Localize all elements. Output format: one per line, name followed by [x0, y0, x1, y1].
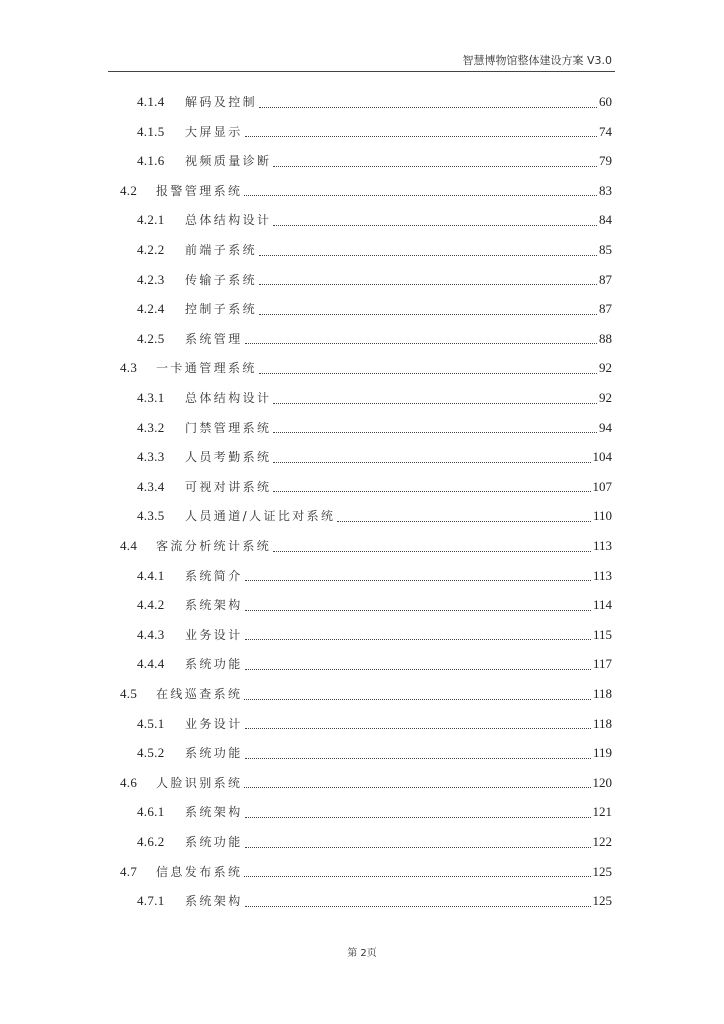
toc-section-title: 大屏显示 [185, 124, 243, 139]
toc-page-number: 125 [592, 863, 612, 879]
toc-section-title: 在线巡查系统 [156, 687, 243, 701]
toc-section-number: 4.7 [120, 863, 138, 879]
toc-section-title: 可视对讲系统 [185, 479, 272, 494]
toc-entry[interactable] [137, 713, 612, 735]
toc-section-number: 4.1.5 [137, 123, 165, 139]
toc-section-number: 4.6 [120, 774, 138, 790]
toc-dot-leader [245, 580, 591, 581]
toc-dot-leader [259, 107, 597, 108]
toc-page-number: 119 [592, 745, 612, 761]
toc-section-number: 4.3 [120, 360, 138, 376]
toc-section-title: 人员通道/人证比对系统 [185, 509, 336, 524]
toc-page-number: 121 [592, 804, 612, 820]
toc-dot-leader [245, 343, 597, 344]
toc-section-title: 人脸识别系统 [156, 775, 243, 790]
toc-dot-leader [259, 284, 597, 285]
toc-section-title: 系统功能 [185, 746, 243, 761]
header-divider [108, 71, 615, 72]
toc-section-title: 总体结构设计 [185, 213, 272, 228]
toc-dot-leader [259, 255, 597, 256]
toc-entry[interactable] [137, 239, 612, 261]
running-header: 智慧博物馆整体建设方案 V3.0 [462, 54, 612, 67]
toc-entry[interactable] [137, 298, 612, 320]
toc-section-number: 4.3.2 [137, 419, 165, 435]
toc-entry[interactable] [137, 742, 612, 764]
toc-section-number: 4.4.1 [137, 567, 165, 583]
toc-section-title: 系统管理 [185, 331, 243, 346]
toc-entry[interactable] [137, 328, 612, 350]
toc-page-number: 114 [592, 597, 612, 613]
toc-page-number: 118 [592, 715, 612, 731]
toc-section-number: 4.4 [120, 538, 138, 553]
toc-page-number: 115 [592, 626, 612, 642]
toc-section-number: 4.4.3 [137, 626, 165, 642]
toc-section-number: 4.2.4 [137, 301, 165, 317]
toc-dot-leader [273, 432, 597, 433]
toc-section-title: 总体结构设计 [185, 391, 272, 405]
toc-page-number: 94 [599, 419, 612, 435]
toc-section-number: 4.2.2 [137, 242, 165, 257]
toc-section-title: 系统架构 [185, 894, 243, 909]
toc-section-number: 4.2 [120, 182, 138, 198]
toc-section-number: 4.1.6 [137, 153, 165, 169]
toc-dot-leader [245, 639, 591, 640]
toc-dot-leader [273, 166, 597, 167]
toc-dot-leader [244, 699, 591, 700]
toc-section-title: 系统功能 [185, 835, 243, 849]
toc-page-number: 79 [599, 153, 612, 169]
toc-entry[interactable] [137, 91, 612, 113]
toc-entry[interactable] [120, 180, 612, 202]
toc-page-number: 87 [599, 301, 612, 317]
toc-page-number: 118 [592, 686, 612, 701]
toc-page-number: 92 [599, 390, 612, 405]
toc-entry[interactable] [137, 209, 612, 231]
toc-entry[interactable] [137, 121, 612, 143]
toc-page-number: 85 [599, 242, 612, 257]
toc-entry[interactable] [137, 565, 612, 587]
toc-entry[interactable] [120, 683, 612, 705]
toc-entry[interactable] [137, 387, 612, 409]
toc-section-number: 4.3.3 [137, 449, 165, 465]
toc-dot-leader [259, 314, 597, 315]
toc-section-number: 4.3.1 [137, 390, 165, 405]
toc-dot-leader [245, 906, 591, 907]
toc-section-title: 人员考勤系统 [185, 450, 272, 465]
toc-section-title: 系统功能 [185, 657, 243, 672]
toc-section-title: 门禁管理系统 [185, 420, 272, 435]
toc-page-number: 110 [592, 508, 612, 524]
toc-section-title: 前端子系统 [185, 243, 258, 257]
toc-section-number: 4.6.2 [137, 834, 165, 849]
toc-entry[interactable] [120, 357, 612, 379]
toc-page-number: 117 [592, 656, 612, 672]
toc-dot-leader [273, 491, 590, 492]
toc-section-title: 一卡通管理系统 [156, 361, 257, 376]
toc-page-number: 104 [592, 449, 612, 465]
toc-dot-leader [245, 758, 591, 759]
toc-entry[interactable] [137, 624, 612, 646]
toc-dot-leader [245, 136, 597, 137]
toc-entry[interactable] [137, 505, 612, 527]
toc-dot-leader [273, 551, 591, 552]
toc-section-number: 4.2.3 [137, 271, 165, 287]
toc-page-number: 83 [599, 182, 612, 198]
toc-entry[interactable] [137, 801, 612, 823]
toc-dot-leader [245, 728, 591, 729]
toc-page-number: 120 [592, 774, 612, 790]
toc-entry[interactable] [137, 476, 612, 498]
toc-dot-leader [244, 876, 590, 877]
toc-section-number: 4.6.1 [137, 804, 165, 820]
toc-section-title: 解码及控制 [185, 95, 258, 109]
toc-page-number: 113 [592, 538, 612, 553]
toc-page-number: 60 [599, 94, 612, 109]
toc-dot-leader [245, 847, 591, 848]
page-number-footer: 第 2页 [347, 948, 377, 959]
toc-section-number: 4.3.5 [137, 508, 165, 524]
toc-section-number: 4.2.1 [137, 212, 165, 228]
toc-section-number: 4.4.4 [137, 656, 165, 672]
toc-dot-leader [245, 610, 591, 611]
toc-dot-leader [337, 521, 591, 522]
toc-page-number: 113 [592, 567, 612, 583]
toc-dot-leader [273, 403, 597, 404]
toc-entry[interactable] [137, 417, 612, 439]
toc-dot-leader [273, 462, 590, 463]
toc-entry[interactable] [137, 269, 612, 291]
toc-section-title: 控制子系统 [185, 302, 258, 317]
toc-section-title: 业务设计 [185, 716, 243, 731]
toc-dot-leader [273, 225, 597, 226]
toc-page-number: 122 [592, 834, 612, 849]
toc-section-title: 系统架构 [185, 598, 243, 613]
toc-entry[interactable] [137, 150, 612, 172]
toc-page-number: 87 [599, 271, 612, 287]
toc-entry[interactable] [120, 861, 612, 883]
toc-entry[interactable] [137, 653, 612, 675]
toc-dot-leader [245, 817, 591, 818]
toc-dot-leader [245, 669, 591, 670]
toc-section-number: 4.4.2 [137, 597, 165, 613]
toc-section-number: 4.3.4 [137, 478, 165, 494]
toc-section-title: 视频质量诊断 [185, 154, 272, 169]
toc-page-number: 92 [599, 360, 612, 376]
toc-section-number: 4.5.1 [137, 715, 165, 731]
toc-entry[interactable] [137, 594, 612, 616]
toc-section-number: 4.1.4 [137, 94, 165, 109]
toc-section-title: 业务设计 [185, 627, 243, 642]
toc-page-number: 84 [599, 212, 612, 228]
toc-section-title: 系统架构 [185, 805, 243, 820]
toc-entry[interactable] [120, 535, 612, 557]
toc-section-number: 4.7.1 [137, 893, 165, 909]
toc-section-number: 4.2.5 [137, 330, 165, 346]
toc-dot-leader [244, 787, 590, 788]
toc-section-title: 报警管理系统 [156, 183, 243, 198]
toc-section-title: 传输子系统 [185, 272, 258, 287]
toc-section-title: 系统简介 [185, 568, 243, 583]
toc-section-title: 信息发布系统 [156, 864, 243, 879]
toc-section-number: 4.5 [120, 686, 138, 701]
toc-entry[interactable] [137, 831, 612, 853]
toc-dot-leader [244, 195, 597, 196]
toc-page-number: 88 [599, 330, 612, 346]
toc-entry[interactable] [137, 890, 612, 912]
toc-page-number: 107 [592, 478, 612, 494]
toc-entry[interactable] [120, 772, 612, 794]
toc-page-number: 74 [599, 123, 612, 139]
toc-section-title: 客流分析统计系统 [156, 539, 272, 553]
toc-page-number: 125 [592, 893, 612, 909]
toc-section-number: 4.5.2 [137, 745, 165, 761]
toc-dot-leader [259, 373, 597, 374]
toc-entry[interactable] [137, 446, 612, 468]
